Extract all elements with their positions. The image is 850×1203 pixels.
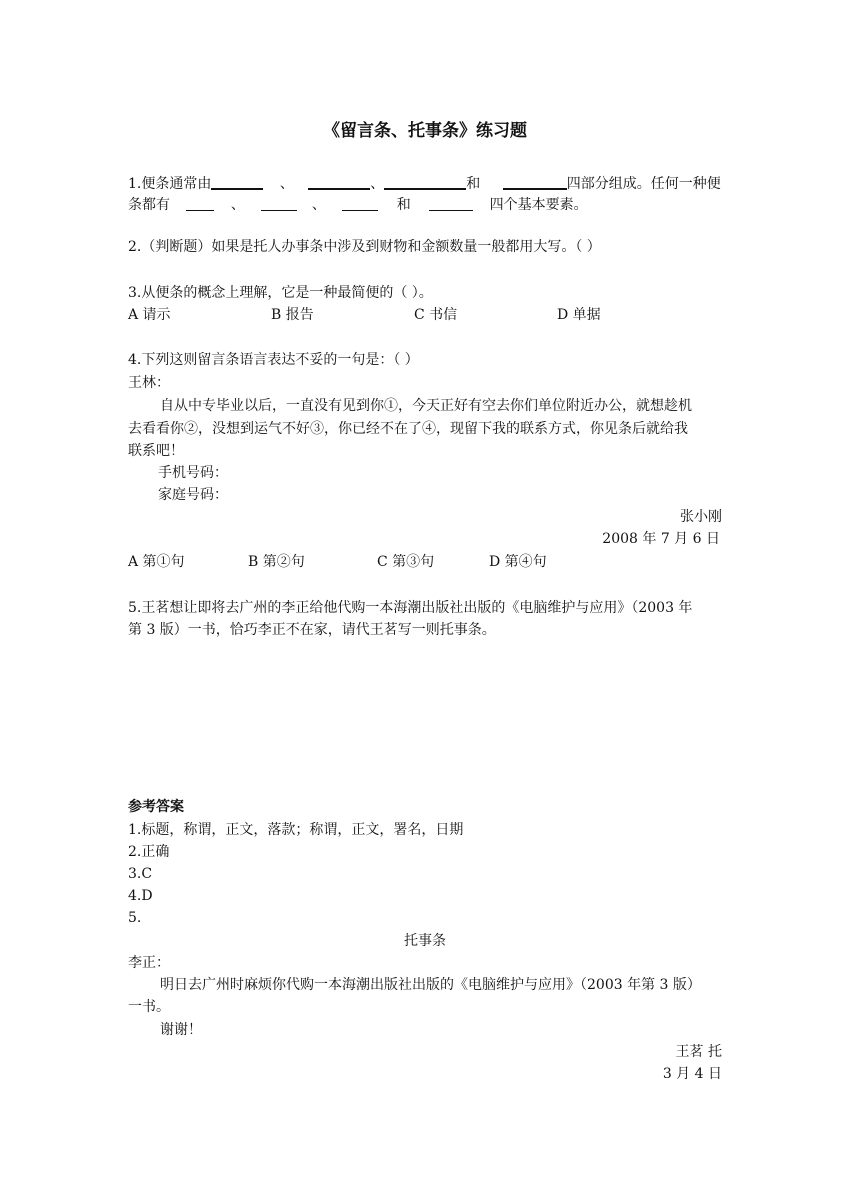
q1-blank-4 [503,174,567,190]
answer-note-signer: 王茗 托 [675,1044,722,1060]
q1-separator-3: 、 [230,197,245,213]
question-1-line-2 [128,195,588,215]
answer-note-salutation: 李正： [128,955,170,971]
q4-option-a: A 第①句 [128,554,185,570]
question-4: 4.下列这则留言条语言表达不妥的一句是：（ ） [128,352,419,368]
q3-option-c: C 书信 [414,307,458,323]
answer-note-thanks: 谢谢！ [160,1022,202,1038]
q4-note-date: 2008 年 7 月 6 日 [602,531,720,547]
q4-note-body-1: 自从中专毕业以后，一直没有见到你①，今天正好有空去你们单位附近办公，就想趁机 [160,398,692,414]
q3-option-d: D 单据 [557,307,601,323]
q1-blank-1 [211,174,263,190]
q1-separator-2: 、 [370,176,385,192]
answer-4: 4.D [128,888,153,904]
question-1-line-1 [128,174,721,194]
q3-option-b: B 报告 [271,307,314,323]
q4-option-c: C 第③句 [377,554,435,570]
q1-blank-2 [308,174,370,190]
q1-text-end: 四部分组成。任何一种便 [566,176,721,192]
q4-note-signer: 张小刚 [680,509,722,525]
question-2: 2.（判断题）如果是托人办事条中涉及到财物和金额数量一般都用大写。（ ） [128,239,601,255]
q1-blank-8 [429,196,473,211]
answer-note-title: 托事条 [404,933,446,949]
q1-separator-1: 、 [279,176,294,192]
question-5-line-2: 第 3 版）一书，恰巧李正不在家，请代王茗写一则托事条。 [128,622,496,638]
answer-note-body-2: 一书。 [128,999,170,1015]
q4-note-phone: 手机号码： [158,465,228,481]
q1-separator-4: 、 [311,197,326,213]
answer-3: 3.C [128,866,153,882]
document-title: 《留言条、托事条》练习题 [323,121,527,141]
q4-note-body-2: 去看看你②，没想到运气不好③，你已经不在了④，现留下我的联系方式，你见条后就给我 [128,421,688,437]
answer-2: 2.正确 [128,844,170,860]
q1-text-line2-start: 条都有 [128,197,170,213]
q1-blank-5 [186,196,214,211]
q1-blank-6 [261,196,297,211]
answer-5: 5. [128,910,142,926]
q1-and-1: 和 [466,176,481,192]
q1-text-start: 1.便条通常由 [128,176,212,192]
answer-note-body-1: 明日去广州时麻烦你代购一本海潮出版社出版的《电脑维护与应用》（2003 年第 3 版） [160,977,701,993]
q4-option-d: D 第④句 [489,554,547,570]
q1-text-line2-end: 四个基本要素。 [489,197,588,213]
q1-blank-7 [342,196,378,211]
question-3: 3.从便条的概念上理解，它是一种最简便的（ ）。 [128,285,433,301]
question-5-line-1: 5.王茗想让即将去广州的李正给他代购一本海潮出版社出版的《电脑维护与应用》（2003 年 [128,600,693,616]
q4-note-body-3: 联系吧！ [128,443,184,459]
answers-heading: 参考答案 [128,799,184,815]
q4-note-salutation: 王林： [128,375,170,391]
answer-1: 1.标题，称谓，正文，落款；称谓，正文，署名，日期 [128,822,464,838]
q4-note-home-phone: 家庭号码： [158,487,228,503]
q1-and-2: 和 [396,197,411,213]
q3-option-a: A 请示 [128,307,171,323]
answer-note-date: 3 月 4 日 [662,1066,722,1082]
q4-option-b: B 第②句 [248,554,305,570]
q1-blank-3 [384,174,466,190]
